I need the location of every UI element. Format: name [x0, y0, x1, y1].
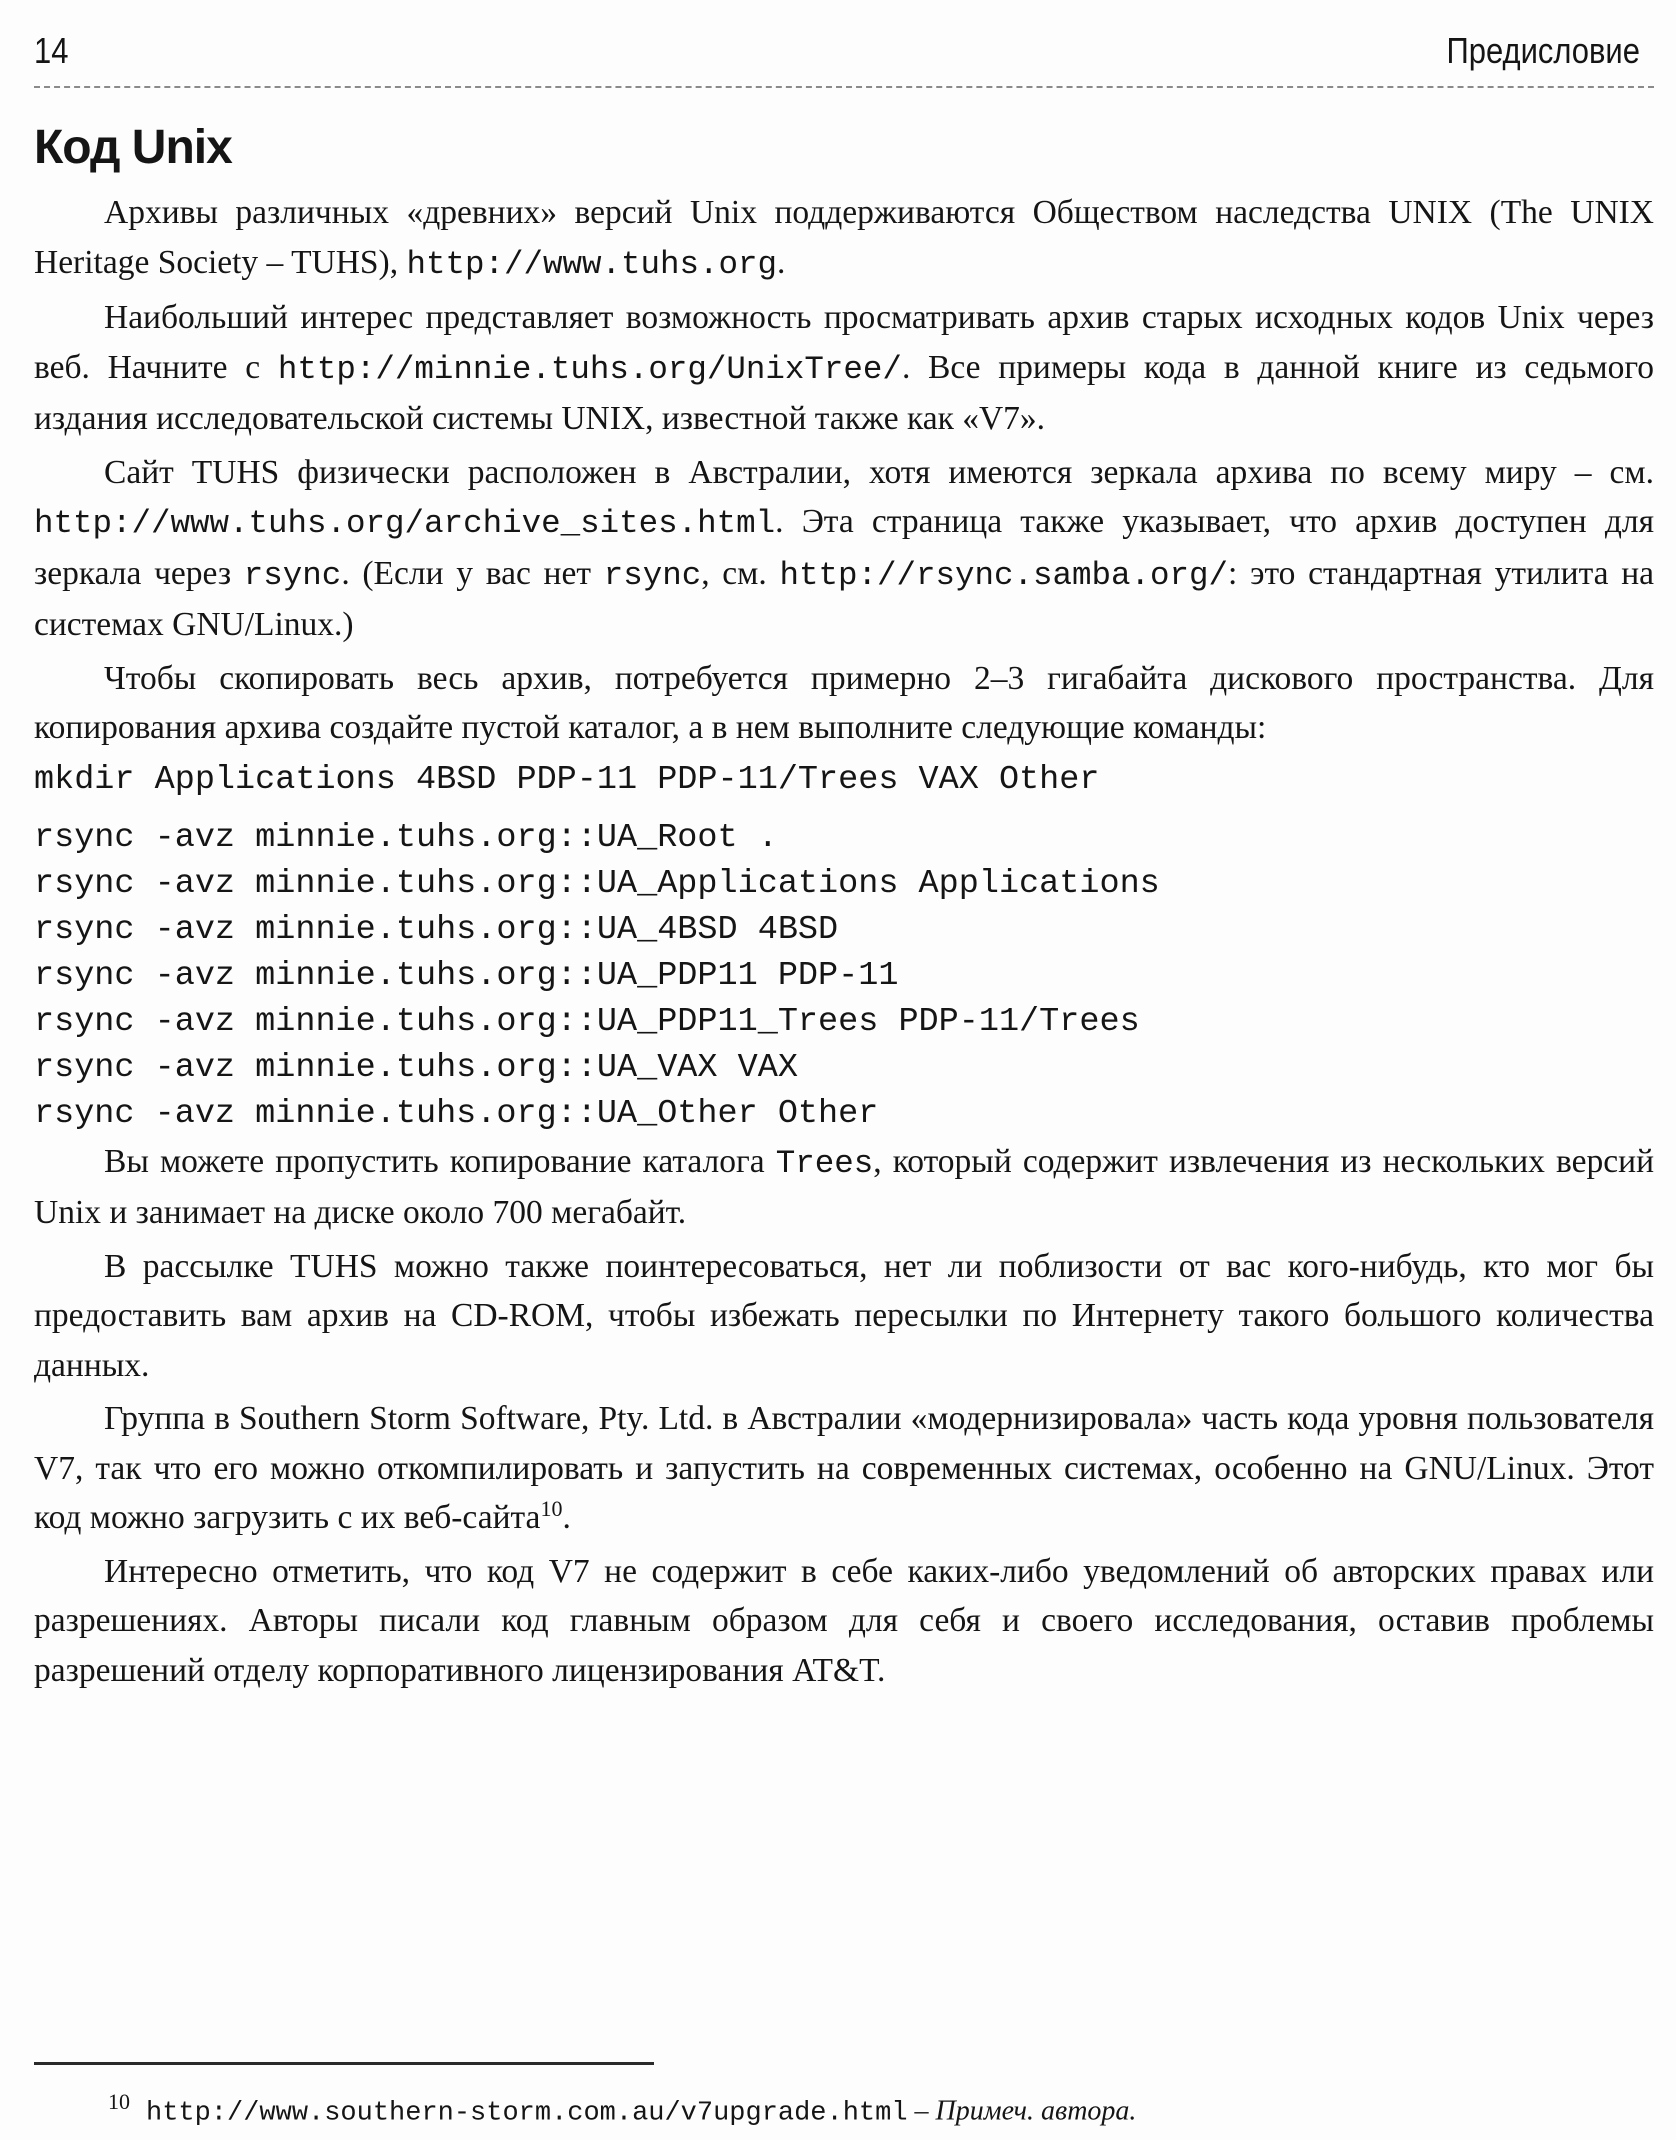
footnote-link[interactable]: http://www.southern-storm.com.au/v7upgrade.html — [146, 2098, 908, 2129]
footnote — [108, 2084, 1136, 2131]
paragraph-text: . Эта страница также указывает, что архив доступен для зеркала через — [34, 503, 1654, 592]
tuhs-link[interactable]: http://www.tuhs.org — [406, 245, 778, 283]
paragraph-text: . Все примеры кода в данной книге из седьмого издания исследовательской системы UNIX, известной также как «V7». — [34, 348, 1654, 437]
code-rsync-line: rsync -avz minnie.tuhs.org::UA_4BSD 4BSD — [34, 910, 839, 949]
code-rsync-line: rsync -avz minnie.tuhs.org::UA_Applications Applications — [34, 864, 1160, 903]
paragraph-text: Сайт TUHS физически расположен в Австралии, хотя имеются зеркала архива по всему миру – см. — [104, 453, 1654, 491]
paragraph-6: В рассылке TUHS можно также поинтересоваться, нет ли поблизости от вас кого-нибудь, кто мог бы предоставить вам архив на CD-ROM, чтобы избежать пересылки по Интернету такого большого количества данных. — [34, 1247, 1654, 1384]
trees-code: Trees — [775, 1144, 874, 1182]
code-rsync-line: rsync -avz minnie.tuhs.org::UA_PDP11_Trees PDP-11/Trees — [34, 1002, 1140, 1041]
paragraph-text: Архивы различных «древних» версий Unix поддерживаются Обществом наследства UNIX (The UNIX Heritage Society – TUHS), — [34, 194, 1654, 281]
paragraph-text: , см. — [701, 554, 780, 592]
rsync-code: rsync — [603, 556, 702, 594]
main-content — [34, 188, 1654, 1699]
archive-sites-link[interactable]: http://www.tuhs.org/archive_sites.html — [34, 505, 776, 542]
running-head: Предисловие — [1446, 30, 1640, 71]
footnote-dash: – — [907, 2095, 936, 2127]
footnote-reference[interactable]: 10 — [540, 1495, 563, 1521]
unixtree-link[interactable]: http://minnie.tuhs.org/UnixTree/ — [277, 350, 902, 388]
code-mkdir: mkdir Applications 4BSD PDP-11 PDP-11/Trees VAX Other — [34, 760, 1100, 799]
paragraph-1 — [34, 188, 1654, 289]
footnote-number: 10 — [108, 2089, 130, 2114]
footnote-note: Примеч. автора. — [935, 2095, 1137, 2127]
section-title: Код Unix — [34, 121, 232, 174]
paragraph-5 — [34, 1137, 1654, 1238]
paragraph-2 — [34, 293, 1654, 444]
footnote-rule — [34, 2062, 654, 2065]
paragraph-text: . (Если у вас нет — [341, 554, 604, 592]
paragraph-8: Интересно отметить, что код V7 не содержит в себе каких-либо уведомлений об авторских правах или разрешениях. Авторы писали код главным образом для себя и своего исследования, оставив проблемы разрешений отделу корпоративного лицензирования AT&T. — [34, 1552, 1654, 1689]
paragraph-7 — [34, 1394, 1654, 1543]
code-rsync-line: rsync -avz minnie.tuhs.org::UA_Other Other — [34, 1094, 879, 1133]
paragraph-text: , который содержит извлечения из нескольких версий Unix и занимает на диске около 700 мегабайт. — [34, 1142, 1654, 1231]
paragraph-text: . — [562, 1499, 571, 1536]
paragraph-4: Чтобы скопировать весь архив, потребуется примерно 2–3 гигабайта дискового пространства. Для копирования архива создайте пустой каталог, а в нем выполните следующие команды: — [34, 659, 1654, 746]
paragraph-text: . — [777, 243, 786, 281]
rsync-samba-link[interactable]: http://rsync.samba.org/ — [779, 556, 1229, 594]
code-gap — [34, 803, 1654, 815]
rsync-code: rsync — [243, 556, 342, 594]
code-rsync-line: rsync -avz minnie.tuhs.org::UA_VAX VAX — [34, 1048, 798, 1087]
paragraph-text: : это стандартная утилита на системах GNU/Linux.) — [34, 554, 1654, 643]
paragraph-3 — [34, 448, 1654, 650]
code-rsync-line: rsync -avz minnie.tuhs.org::UA_PDP11 PDP-11 — [34, 956, 899, 995]
page-number: 14 — [34, 30, 69, 71]
code-rsync-line: rsync -avz minnie.tuhs.org::UA_Root . — [34, 818, 778, 857]
paragraph-text: Наибольший интерес представляет возможность просматривать архив старых исходных кодов Unix через веб. Начните с — [34, 299, 1654, 386]
header-rule — [34, 86, 1654, 88]
paragraph-text: Группа в Southern Storm Software, Pty. Ltd. в Австралии «модернизировала» часть кода уровня пользователя V7, так что его можно откомпилировать и запустить на современных системах, особенно на GNU/Linux. Этот код можно загрузить с их веб-сайта — [34, 1400, 1654, 1536]
paragraph-text: Вы можете пропустить копирование каталога — [104, 1142, 776, 1180]
